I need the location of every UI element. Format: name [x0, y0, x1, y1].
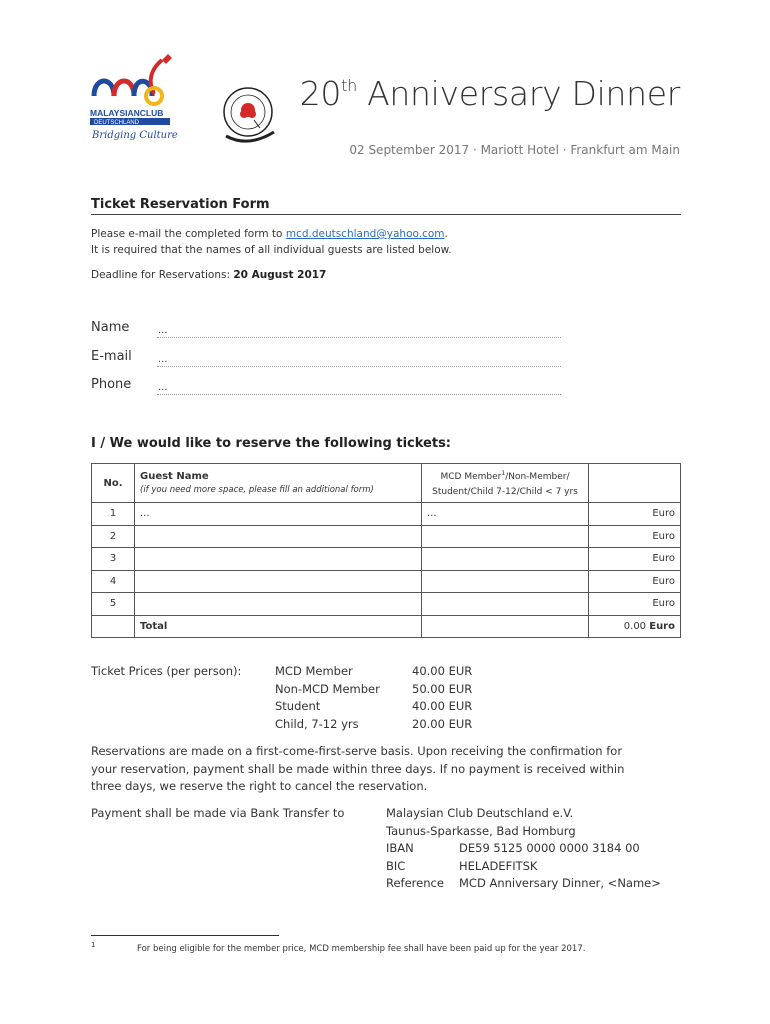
- name-label: Name: [91, 320, 130, 335]
- guest-name-cell[interactable]: [135, 593, 422, 616]
- col-amount-header: [589, 464, 681, 503]
- row-no: 2: [92, 525, 135, 548]
- ticket-type-cell[interactable]: [422, 570, 589, 593]
- row-no: 3: [92, 548, 135, 571]
- row-no: 5: [92, 593, 135, 616]
- row-no: 4: [92, 570, 135, 593]
- email-link[interactable]: mcd.deutschland@yahoo.com: [285, 228, 445, 240]
- amount-cell: Euro: [589, 548, 681, 571]
- price-row: Non-MCD Member 50.00 EUR: [275, 682, 473, 696]
- phone-input[interactable]: ...: [157, 382, 561, 395]
- form-heading: Ticket Reservation Form: [91, 197, 681, 215]
- table-row: [92, 570, 681, 593]
- guest-name-cell[interactable]: [135, 570, 422, 593]
- table-row: [92, 548, 681, 571]
- page-title: 20th Anniversary Dinner: [299, 74, 680, 113]
- ticket-type-cell[interactable]: [422, 525, 589, 548]
- col-type-header: MCD Member$^1$/Non-Member/ Student/Child 7-12/Child < 7 yrs: [422, 464, 589, 503]
- total-amount: 0.00 Euro: [589, 615, 681, 638]
- footnote-text: For being eligible for the member price, MCD membership fee shall have been paid up for the year 2017.: [137, 944, 586, 954]
- payment-bic: BIC HELADEFITSK: [386, 859, 538, 873]
- prices-label: Ticket Prices (per person):: [91, 664, 242, 678]
- association-seal-logo: [214, 82, 288, 146]
- table-row: [92, 593, 681, 616]
- table-row: [92, 525, 681, 548]
- email-input[interactable]: ...: [157, 354, 561, 367]
- guest-name-cell[interactable]: [135, 525, 422, 548]
- event-details: 02 September 2017 · Mariott Hotel · Frankfurt am Main: [349, 143, 680, 157]
- table-header-row: [92, 464, 681, 503]
- total-label: Total: [135, 615, 422, 638]
- payment-iban: IBAN DE59 5125 0000 0000 3184 00: [386, 841, 640, 855]
- table-row: [92, 503, 681, 526]
- payment-recipient: Malaysian Club Deutschland e.V.: [386, 806, 574, 820]
- payment-label: Payment shall be made via Bank Transfer to: [91, 806, 345, 820]
- phone-field[interactable]: [91, 377, 561, 397]
- amount-cell: Euro: [589, 503, 681, 526]
- total-type-cell: [422, 615, 589, 638]
- total-row: [92, 615, 681, 638]
- phone-label: Phone: [91, 377, 132, 392]
- payment-bank: Taunus-Sparkasse, Bad Homburg: [386, 824, 576, 838]
- price-row: Child, 7-12 yrs 20.00 EUR: [275, 717, 473, 731]
- intro-text: Please e-mail the completed form to mcd.deutschland@yahoo.com. It is required that the names of all individual guests are listed below.: [91, 228, 452, 256]
- col-no-header: No.: [92, 464, 135, 503]
- svg-text:MALAYSIANCLUB: MALAYSIANCLUB: [90, 108, 164, 118]
- total-no-cell: [92, 615, 135, 638]
- amount-cell: Euro: [589, 593, 681, 616]
- ticket-type-cell[interactable]: [422, 548, 589, 571]
- amount-cell: Euro: [589, 570, 681, 593]
- row-no: 1: [92, 503, 135, 526]
- svg-text:DEUTSCHLAND: DEUTSCHLAND: [94, 120, 140, 126]
- ticket-table: [91, 463, 681, 638]
- amount-cell: Euro: [589, 525, 681, 548]
- guest-name-cell[interactable]: ...: [135, 503, 422, 526]
- svg-text:Bridging Culture: Bridging Culture: [92, 130, 178, 141]
- payment-reference: Reference MCD Anniversary Dinner, <Name>: [386, 876, 661, 890]
- name-field[interactable]: [91, 320, 561, 340]
- name-input[interactable]: ...: [157, 325, 561, 338]
- email-label: E-mail: [91, 349, 132, 364]
- price-row: Student 40.00 EUR: [275, 699, 473, 713]
- footnote-divider: [91, 935, 279, 936]
- col-guest-header: Guest Name (if you need more space, please fill an additional form): [135, 464, 422, 503]
- reserve-heading: I / We would like to reserve the following tickets:: [91, 436, 452, 451]
- guest-name-cell[interactable]: [135, 548, 422, 571]
- email-field[interactable]: [91, 349, 561, 369]
- terms-paragraph: Reservations are made on a first-come-first-serve basis. Upon receiving the confirmation for your reservation, payment shall be made within three days. If no payment is received within three days, we reserve the right to cancel the reservation.: [91, 744, 625, 793]
- deadline-text: Deadline for Reservations: 20 August 2017: [91, 269, 327, 281]
- ticket-type-cell[interactable]: [422, 593, 589, 616]
- price-row: MCD Member 40.00 EUR: [275, 664, 473, 678]
- footnote-mark: 1: [91, 941, 96, 949]
- malaysian-club-logo: [88, 52, 178, 152]
- ticket-type-cell[interactable]: ...: [422, 503, 589, 526]
